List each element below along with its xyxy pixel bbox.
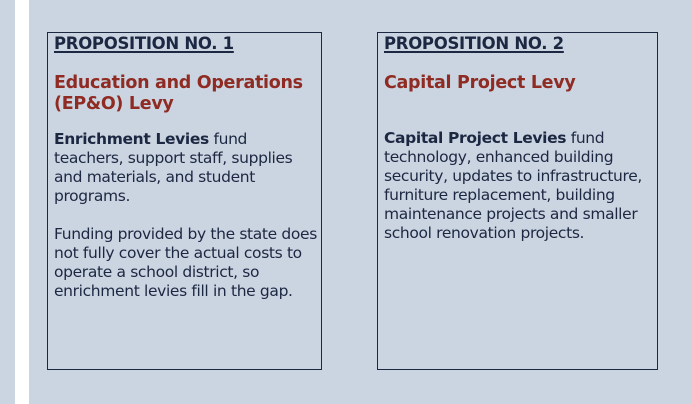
proposition-2-card: [377, 32, 658, 370]
proposition-1-title: Education and Operations (EP&O) Levy: [54, 73, 303, 114]
left-accent-bar: [15, 0, 29, 404]
proposition-1-description-text: fund teachers, support staff, supplies and materials, and student programs.: [54, 130, 293, 205]
proposition-2-description: [384, 129, 655, 243]
proposition-2-description-bold: Capital Project Levies: [384, 129, 567, 147]
proposition-1-card: [47, 32, 322, 370]
proposition-2-title: Capital Project Levy: [384, 73, 576, 93]
proposition-1-label: PROPOSITION NO. 1: [54, 34, 234, 53]
proposition-2-label: PROPOSITION NO. 2: [384, 34, 564, 53]
proposition-1-description: [54, 130, 319, 206]
proposition-1-funding-note: Funding provided by the state does not fully cover the actual costs to operate a school district, so enrichment levies fill in the gap.: [54, 225, 317, 300]
proposition-1-description-bold: Enrichment Levies: [54, 130, 209, 148]
proposition-2-description-text: fund technology, enhanced building security, updates to infrastructure, furniture replacement, building maintenance projects and smaller school renovation projects.: [384, 129, 642, 242]
